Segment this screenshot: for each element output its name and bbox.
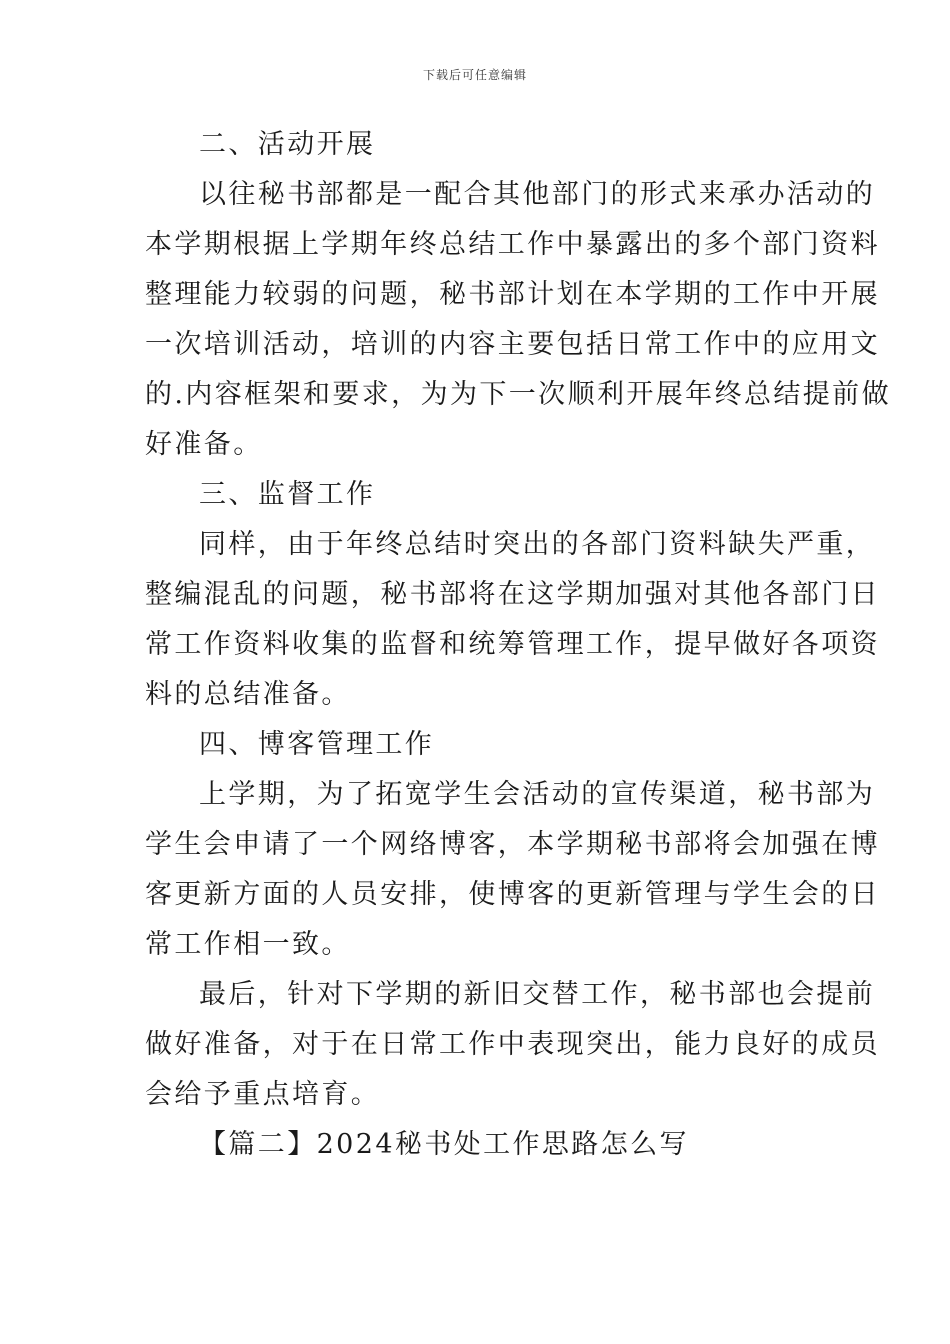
text-line: 以往秘书部都是一配合其他部门的形式来承办活动的: [199, 179, 876, 210]
text-line: 的.内容框架和要求，为为下一次顺利开展年终总结提前做: [145, 379, 891, 410]
text-line: 整理能力较弱的问题，秘书部计划在本学期的工作中开展: [145, 279, 880, 310]
text-line: 上学期，为了拓宽学生会活动的宣传渠道，秘书部为: [199, 779, 876, 810]
text-line: 一次培训活动，培训的内容主要包括日常工作中的应用文: [145, 329, 880, 360]
text-line: 同样，由于年终总结时突出的各部门资料缺失严重，: [199, 529, 876, 560]
text-line: 做好准备，对于在日常工作中表现突出，能力良好的成员: [145, 1029, 880, 1060]
text-line: 好准备。: [145, 429, 263, 460]
text-line: 二、活动开展: [199, 129, 376, 160]
document-body: [145, 120, 891, 1170]
text-line: 【篇二】2024秘书处工作思路怎么写: [199, 1129, 689, 1160]
text-line: 三、监督工作: [199, 479, 376, 510]
text-line: 料的总结准备。: [145, 679, 351, 710]
text-line: 常工作资料收集的监督和统筹管理工作，提早做好各项资: [145, 629, 880, 660]
page-header: 下载后可任意编辑: [422, 68, 527, 82]
text-line: 常工作相一致。: [145, 929, 351, 960]
text-line: 本学期根据上学期年终总结工作中暴露出的多个部门资料: [145, 229, 880, 260]
text-line: 最后，针对下学期的新旧交替工作，秘书部也会提前: [199, 979, 876, 1010]
text-line: 四、博客管理工作: [199, 729, 435, 760]
text-line: 整编混乱的问题，秘书部将在这学期加强对其他各部门日: [145, 579, 880, 610]
text-line: 学生会申请了一个网络博客，本学期秘书部将会加强在博: [145, 829, 880, 860]
text-line: 会给予重点培育。: [145, 1079, 381, 1110]
text-line: 客更新方面的人员安排，使博客的更新管理与学生会的日: [145, 879, 880, 910]
